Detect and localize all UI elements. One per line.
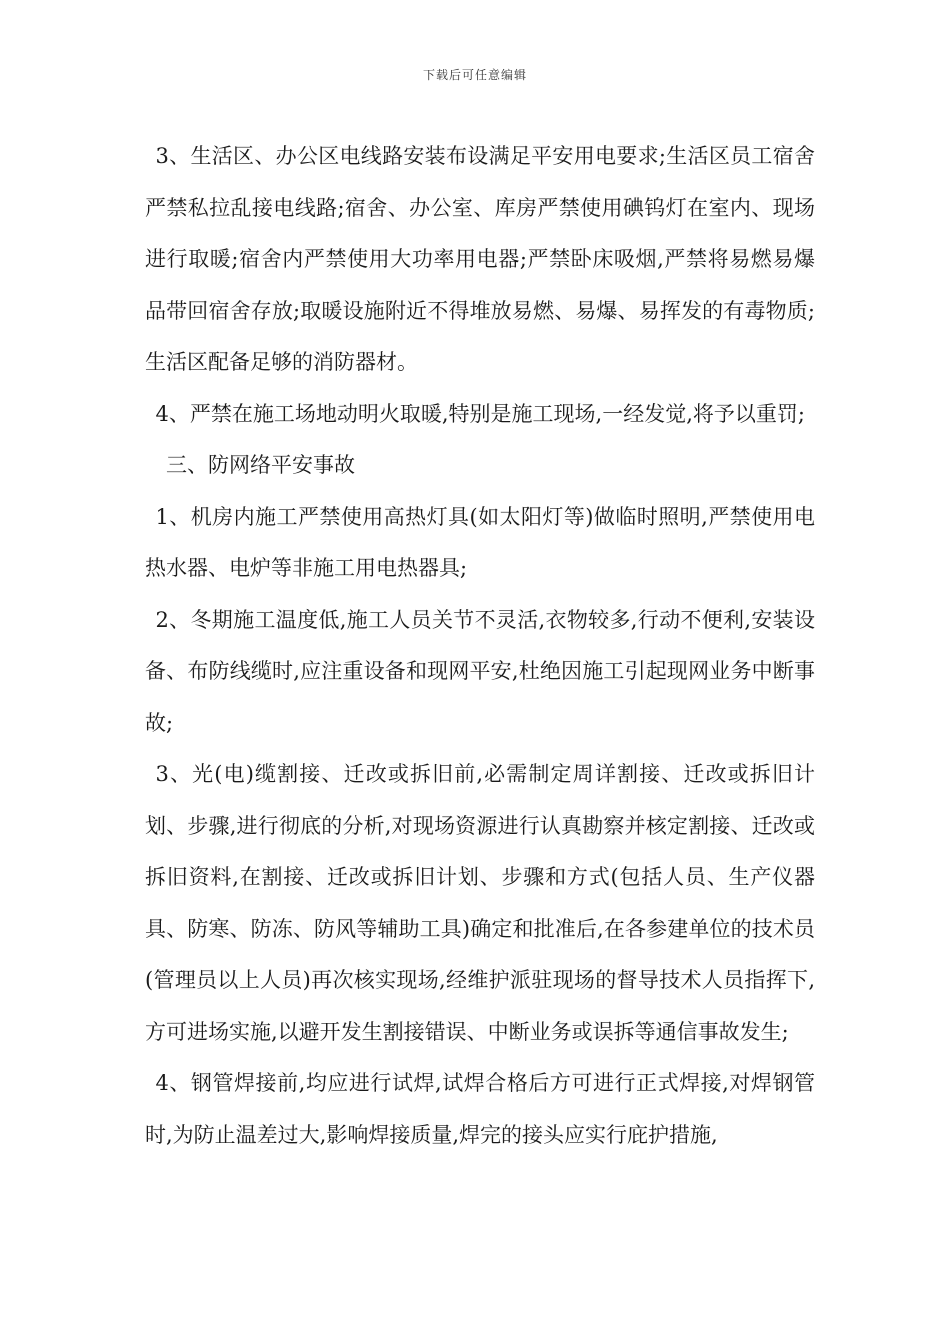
page-header-note: 下载后可任意编辑 bbox=[422, 68, 527, 82]
paragraph-item-1-machine-room: 1、机房内施工严禁使用高热灯具(如太阳灯等)做临时照明,严禁使用电热水器、电炉等非施工用电热器具; bbox=[145, 504, 815, 580]
paragraph-item-4-pipe-welding: 4、钢管焊接前,均应进行试焊,试焊合格后方可进行正式焊接,对焊钢管时,为防止温差过大,影响焊接质量,焊完的接头应实行庇护措施, bbox=[145, 1071, 815, 1147]
paragraph-item-3-living-area: 3、生活区、办公区电线路安装布设满足平安用电要求;生活区员工宿舍严禁私拉乱接电线路;宿舍、办公室、库房严禁使用碘钨灯在室内、现场进行取暖;宿舍内严禁使用大功率用电器;严禁卧床吸烟,严禁将易燃易爆品带回宿舍存放;取暖设施附近不得堆放易燃、易爆、易挥发的有毒物质;生活区配备足够的消防器材。 bbox=[145, 144, 815, 374]
document-body bbox=[145, 131, 815, 1161]
paragraph-item-3-cable-cutover: 3、光(电)缆割接、迁改或拆旧前,必需制定周详割接、迁改或拆旧计划、步骤,进行彻底的分析,对现场资源进行认真勘察并核定割接、迁改或拆旧资料,在割接、迁改或拆旧计划、步骤和方式(包括人员、生产仪器具、防寒、防冻、防风等辅助工具)确定和批准后,在各参建单位的技术员(管理员以上人员)再次核实现场,经维护派驻现场的督导技术人员指挥下,方可进场实施,以避开发生割接错误、中断业务或误拆等通信事故发生; bbox=[145, 762, 815, 1044]
section-heading-network-safety: 三、防网络平安事故 bbox=[166, 453, 355, 477]
paragraph-item-2-winter-construction: 2、冬期施工温度低,施工人员关节不灵活,衣物较多,行动不便利,安装设备、布防线缆时,应注重设备和现网平安,杜绝因施工引起现网业务中断事故; bbox=[145, 607, 815, 735]
paragraph-item-4-no-open-fire: 4、严禁在施工场地动明火取暖,特别是施工现场,一经发觉,将予以重罚; bbox=[155, 401, 805, 426]
